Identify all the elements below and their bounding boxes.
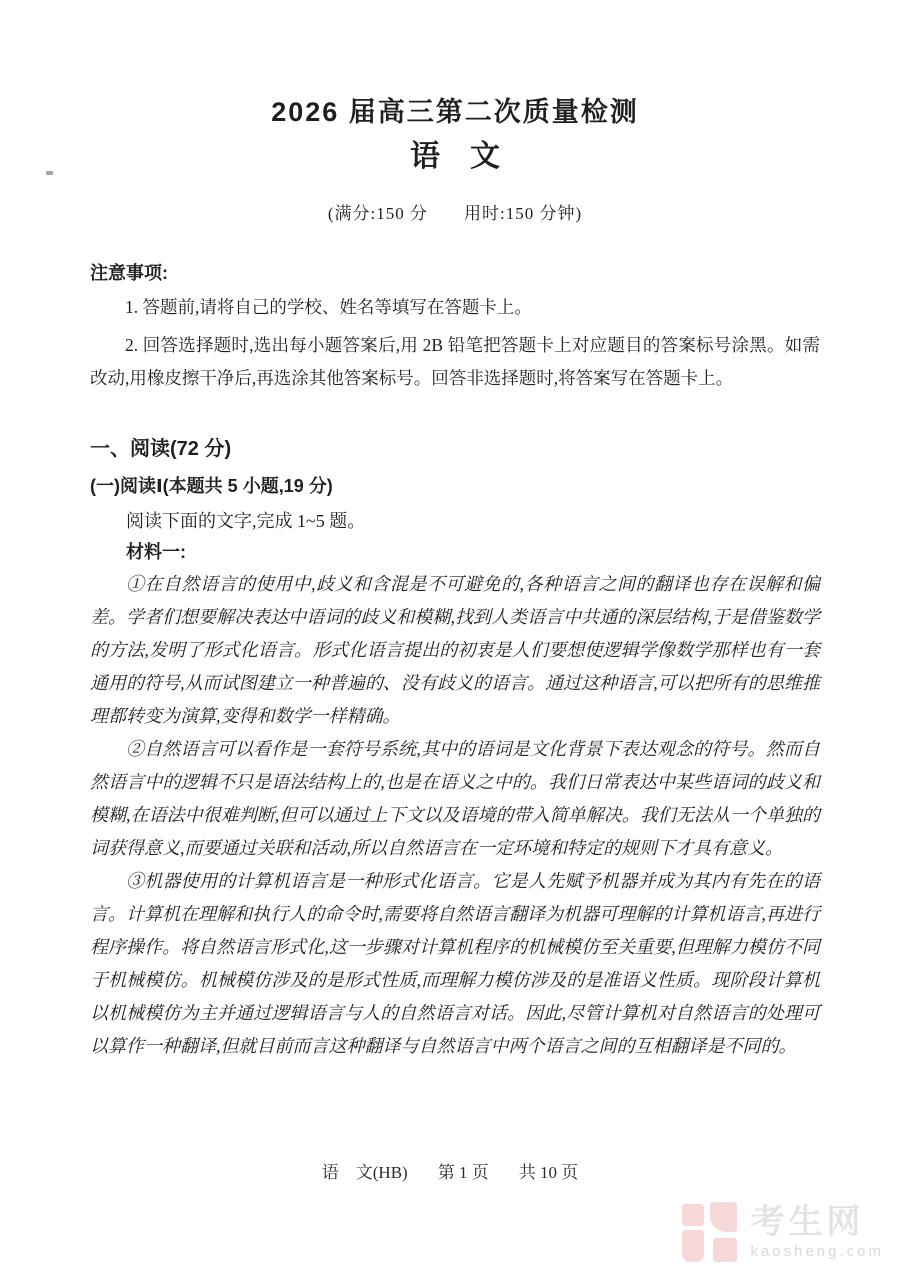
- logo-block: [682, 1230, 704, 1262]
- exam-score-time-info: (满分:150 分 用时:150 分钟): [327, 204, 583, 223]
- page-footer: [0, 1160, 900, 1186]
- footer-subject: 语 文(HB): [321, 1163, 408, 1182]
- section-heading-reading: 一、阅读(72 分): [90, 438, 232, 460]
- kaosheng-logo-icon: [682, 1202, 740, 1262]
- material-one-label: 材料一:: [126, 542, 186, 562]
- notice-heading: 注意事项:: [90, 263, 168, 283]
- footer-page-number: 第 1 页: [437, 1163, 489, 1182]
- watermark-site-name: 考生网: [750, 1203, 865, 1241]
- reading-instruction: 阅读下面的文字,完成 1~5 题。: [126, 511, 366, 531]
- page-title: 2026 届高三第二次质量检测: [271, 97, 639, 127]
- notice-item-2: 2. 回答选择题时,选出每小题答案后,用 2B 铅笔把答题卡上对应题目的答案标号涂黑。如需改动,用橡皮擦干净后,再选涂其他答案标号。回答非选择题时,将答案写在答题卡上。: [90, 335, 820, 388]
- notice-item-1: 1. 答题前,请将自己的学校、姓名等填写在答题卡上。: [125, 297, 532, 317]
- logo-block: [682, 1204, 704, 1226]
- material-paragraph-2: ②自然语言可以看作是一套符号系统,其中的语词是文化背景下表达观念的符号。然而自然语言中的逻辑不只是语法结构上的,也是在语义之中的。我们日常表达中某些语词的歧义和模糊,在语法中很难判断,但可以通过上下文以及语境的带入简单解决。我们无法从一个单独的词获得意义,而要通过关联和活动,所以自然语言在一定环境和特定的规则下才具有意义。: [90, 739, 820, 858]
- material-paragraph-3: ③机器使用的计算机语言是一种形式化语言。它是人先赋予机器并成为其内有先在的语言。计算机在理解和执行人的命令时,需要将自然语言翻译为机器可理解的计算机语言,再进行程序操作。将自然语言形式化,这一步骤对计算机程序的机械模仿至关重要,但理解力模仿不同于机械模仿。机械模仿涉及的是形式性质,而理解力模仿涉及的是准语义性质。现阶段计算机以机械模仿为主并通过逻辑语言与人的自然语言对话。因此,尽管计算机对自然语言的处理可以算作一种翻译,但就目前而言这种翻译与自然语言中两个语言之间的互相翻译是不同的。: [90, 871, 820, 1056]
- watermark-text: [750, 1205, 884, 1259]
- subsection-heading-reading-1: (一)阅读Ⅰ(本题共 5 小题,19 分): [90, 476, 333, 496]
- logo-block: [710, 1202, 737, 1232]
- subject-title: 语 文: [410, 140, 500, 173]
- logo-block: [713, 1238, 737, 1262]
- material-paragraph-1: ①在自然语言的使用中,歧义和含混是不可避免的,各种语言之间的翻译也存在误解和偏差。学者们想要解决表达中语词的歧义和模糊,找到人类语言中共通的深层结构,于是借鉴数学的方法,发明了形式化语言。形式化语言提出的初衷是人们要想使逻辑学像数学那样也有一套通用的符号,从而试图建立一种普遍的、没有歧义的语言。通过这种语言,可以把所有的思维推理都转变为演算,变得和数学一样精确。: [90, 574, 820, 726]
- kaosheng-watermark: [682, 1202, 884, 1262]
- watermark-site-url: kaosheng.com: [750, 1243, 884, 1260]
- footer-page-total: 共 10 页: [518, 1163, 579, 1182]
- scan-artifact: [46, 171, 53, 175]
